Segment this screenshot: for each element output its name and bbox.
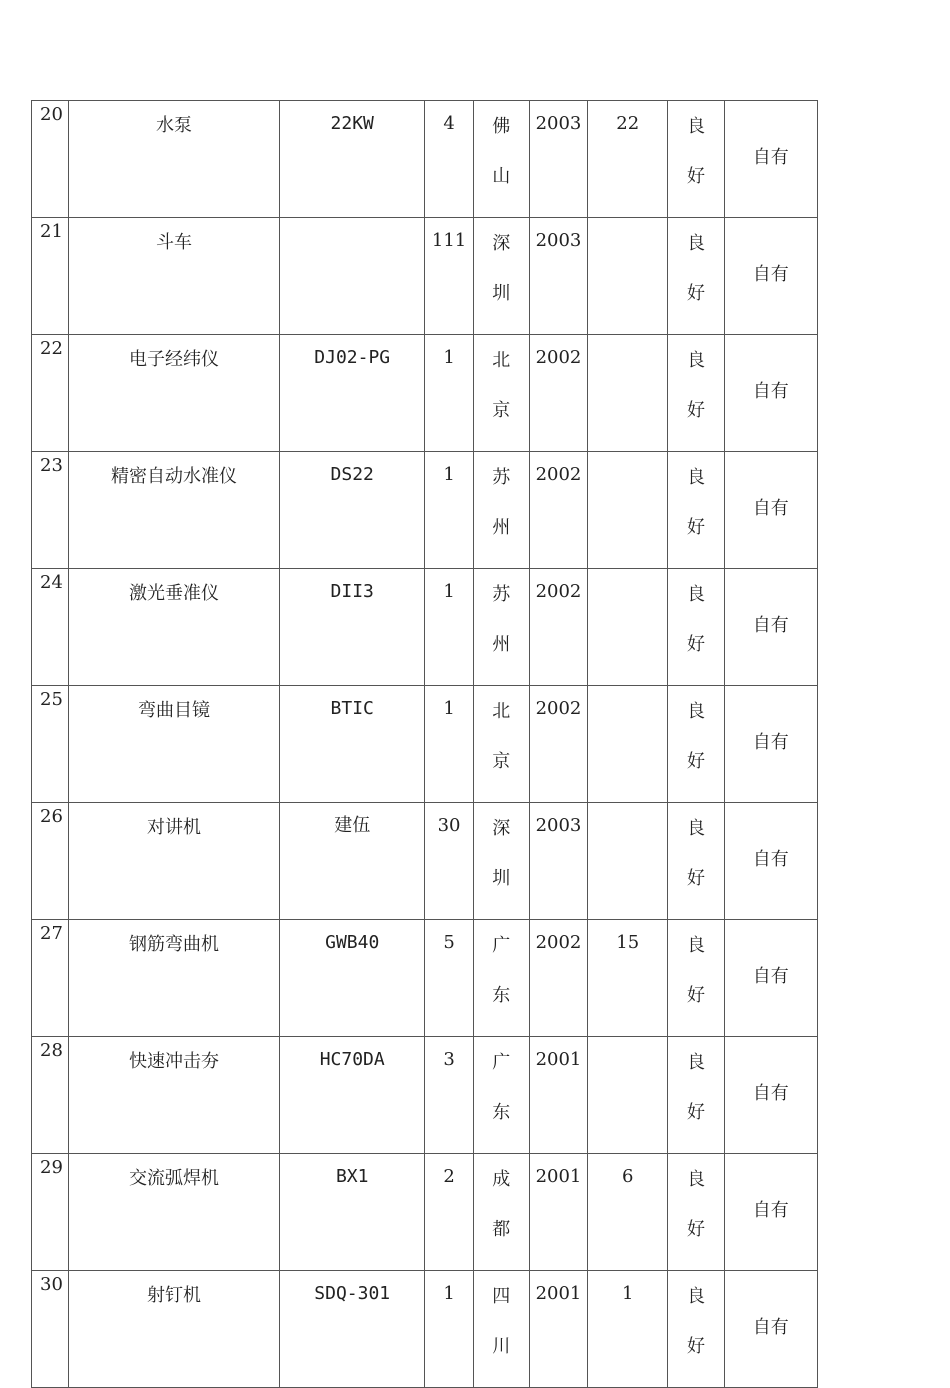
equipment-condition: [668, 101, 724, 218]
rated-power: [588, 218, 668, 335]
condition-char-1: 良: [686, 1052, 705, 1073]
row-number: 22: [32, 335, 69, 452]
equipment-name: 水泵: [69, 101, 280, 218]
condition-char-2: 好: [686, 751, 705, 772]
ownership: 自有: [724, 218, 817, 335]
equipment-name: 电子经纬仪: [69, 335, 280, 452]
rated-power: [588, 803, 668, 920]
equipment-model: BX1: [279, 1154, 425, 1271]
condition-char-2: 好: [686, 1219, 705, 1240]
equipment-origin: [473, 686, 529, 803]
condition-char-1: 良: [686, 818, 705, 839]
equipment-model: [279, 218, 425, 335]
equipment-quantity: 4: [425, 101, 473, 218]
equipment-origin: [473, 335, 529, 452]
row-number: 29: [32, 1154, 69, 1271]
equipment-model: DII3: [279, 569, 425, 686]
manufacture-year: 2001: [529, 1271, 587, 1388]
equipment-quantity: 5: [425, 920, 473, 1037]
equipment-condition: [668, 335, 724, 452]
row-number: 25: [32, 686, 69, 803]
equipment-condition: [668, 569, 724, 686]
equipment-model: SDQ-301: [279, 1271, 425, 1388]
equipment-origin: [473, 1271, 529, 1388]
equipment-quantity: 1: [425, 452, 473, 569]
equipment-quantity: 1: [425, 569, 473, 686]
origin-char-1: 苏: [492, 584, 511, 605]
origin-char-1: 四: [492, 1286, 511, 1307]
origin-char-1: 深: [492, 818, 511, 839]
origin-char-2: 州: [492, 517, 511, 538]
origin-char-2: 都: [492, 1219, 511, 1240]
ownership: 自有: [724, 686, 817, 803]
condition-char-1: 良: [686, 467, 705, 488]
origin-char-2: 东: [492, 985, 511, 1006]
table-row: [32, 452, 818, 569]
equipment-table: [31, 100, 818, 1388]
table-row: [32, 1271, 818, 1388]
manufacture-year: 2003: [529, 803, 587, 920]
ownership: 自有: [724, 1271, 817, 1388]
equipment-condition: [668, 1271, 724, 1388]
equipment-model: HC70DA: [279, 1037, 425, 1154]
equipment-origin: [473, 803, 529, 920]
table-row: [32, 335, 818, 452]
condition-char-2: 好: [686, 166, 705, 187]
row-number: 20: [32, 101, 69, 218]
condition-char-2: 好: [686, 400, 705, 421]
equipment-name: 交流弧焊机: [69, 1154, 280, 1271]
equipment-name: 对讲机: [69, 803, 280, 920]
equipment-quantity: 30: [425, 803, 473, 920]
ownership: 自有: [724, 452, 817, 569]
equipment-name: 精密自动水准仪: [69, 452, 280, 569]
equipment-origin: [473, 101, 529, 218]
rated-power: 15: [588, 920, 668, 1037]
ownership: 自有: [724, 101, 817, 218]
manufacture-year: 2002: [529, 569, 587, 686]
row-number: 27: [32, 920, 69, 1037]
row-number: 28: [32, 1037, 69, 1154]
condition-char-2: 好: [686, 868, 705, 889]
condition-char-1: 良: [686, 1286, 705, 1307]
rated-power: [588, 335, 668, 452]
origin-char-1: 北: [492, 350, 511, 371]
condition-char-2: 好: [686, 1336, 705, 1357]
condition-char-1: 良: [686, 116, 705, 137]
ownership: 自有: [724, 335, 817, 452]
origin-char-1: 佛: [492, 116, 511, 137]
table-row: [32, 686, 818, 803]
equipment-condition: [668, 686, 724, 803]
equipment-name: 弯曲目镜: [69, 686, 280, 803]
origin-char-1: 广: [492, 1052, 511, 1073]
table-row: [32, 1037, 818, 1154]
rated-power: [588, 452, 668, 569]
rated-power: 22: [588, 101, 668, 218]
manufacture-year: 2001: [529, 1154, 587, 1271]
table-row: [32, 1154, 818, 1271]
manufacture-year: 2003: [529, 101, 587, 218]
equipment-model: GWB40: [279, 920, 425, 1037]
origin-char-2: 东: [492, 1102, 511, 1123]
rated-power: [588, 686, 668, 803]
origin-char-1: 苏: [492, 467, 511, 488]
equipment-condition: [668, 218, 724, 335]
rated-power: [588, 1037, 668, 1154]
origin-char-1: 深: [492, 233, 511, 254]
row-number: 23: [32, 452, 69, 569]
manufacture-year: 2002: [529, 920, 587, 1037]
condition-char-2: 好: [686, 634, 705, 655]
equipment-model: BTIC: [279, 686, 425, 803]
equipment-quantity: 1: [425, 1271, 473, 1388]
condition-char-1: 良: [686, 233, 705, 254]
equipment-origin: [473, 569, 529, 686]
rated-power: 6: [588, 1154, 668, 1271]
equipment-origin: [473, 452, 529, 569]
condition-char-1: 良: [686, 701, 705, 722]
equipment-quantity: 1: [425, 335, 473, 452]
table-row: [32, 569, 818, 686]
row-number: 30: [32, 1271, 69, 1388]
equipment-model: DS22: [279, 452, 425, 569]
origin-char-1: 成: [492, 1169, 511, 1190]
equipment-origin: [473, 218, 529, 335]
origin-char-2: 山: [492, 166, 511, 187]
ownership: 自有: [724, 920, 817, 1037]
ownership: 自有: [724, 1037, 817, 1154]
condition-char-2: 好: [686, 283, 705, 304]
equipment-condition: [668, 1154, 724, 1271]
table-row: [32, 920, 818, 1037]
row-number: 21: [32, 218, 69, 335]
equipment-condition: [668, 1037, 724, 1154]
ownership: 自有: [724, 1154, 817, 1271]
condition-char-2: 好: [686, 1102, 705, 1123]
condition-char-1: 良: [686, 935, 705, 956]
condition-char-1: 良: [686, 1169, 705, 1190]
equipment-name: 快速冲击夯: [69, 1037, 280, 1154]
equipment-model: 建伍: [279, 803, 425, 920]
row-number: 24: [32, 569, 69, 686]
ownership: 自有: [724, 569, 817, 686]
equipment-model: 22KW: [279, 101, 425, 218]
manufacture-year: 2002: [529, 335, 587, 452]
equipment-quantity: 2: [425, 1154, 473, 1271]
equipment-name: 射钉机: [69, 1271, 280, 1388]
origin-char-1: 广: [492, 935, 511, 956]
rated-power: [588, 569, 668, 686]
origin-char-2: 京: [492, 400, 511, 421]
ownership: 自有: [724, 803, 817, 920]
equipment-name: 激光垂准仪: [69, 569, 280, 686]
origin-char-2: 州: [492, 634, 511, 655]
rated-power: 1: [588, 1271, 668, 1388]
table-body: [32, 101, 818, 1388]
origin-char-2: 川: [492, 1336, 511, 1357]
condition-char-1: 良: [686, 584, 705, 605]
origin-char-2: 圳: [492, 868, 511, 889]
equipment-quantity: 3: [425, 1037, 473, 1154]
equipment-quantity: 111: [425, 218, 473, 335]
origin-char-1: 北: [492, 701, 511, 722]
equipment-quantity: 1: [425, 686, 473, 803]
equipment-name: 斗车: [69, 218, 280, 335]
equipment-condition: [668, 920, 724, 1037]
table-row: [32, 803, 818, 920]
manufacture-year: 2002: [529, 452, 587, 569]
manufacture-year: 2002: [529, 686, 587, 803]
equipment-model: DJ02-PG: [279, 335, 425, 452]
manufacture-year: 2001: [529, 1037, 587, 1154]
equipment-name: 钢筋弯曲机: [69, 920, 280, 1037]
condition-char-1: 良: [686, 350, 705, 371]
equipment-condition: [668, 452, 724, 569]
manufacture-year: 2003: [529, 218, 587, 335]
condition-char-2: 好: [686, 985, 705, 1006]
table-row: [32, 218, 818, 335]
origin-char-2: 京: [492, 751, 511, 772]
table-row: [32, 101, 818, 218]
condition-char-2: 好: [686, 517, 705, 538]
equipment-origin: [473, 920, 529, 1037]
equipment-origin: [473, 1037, 529, 1154]
origin-char-2: 圳: [492, 283, 511, 304]
equipment-condition: [668, 803, 724, 920]
row-number: 26: [32, 803, 69, 920]
equipment-origin: [473, 1154, 529, 1271]
